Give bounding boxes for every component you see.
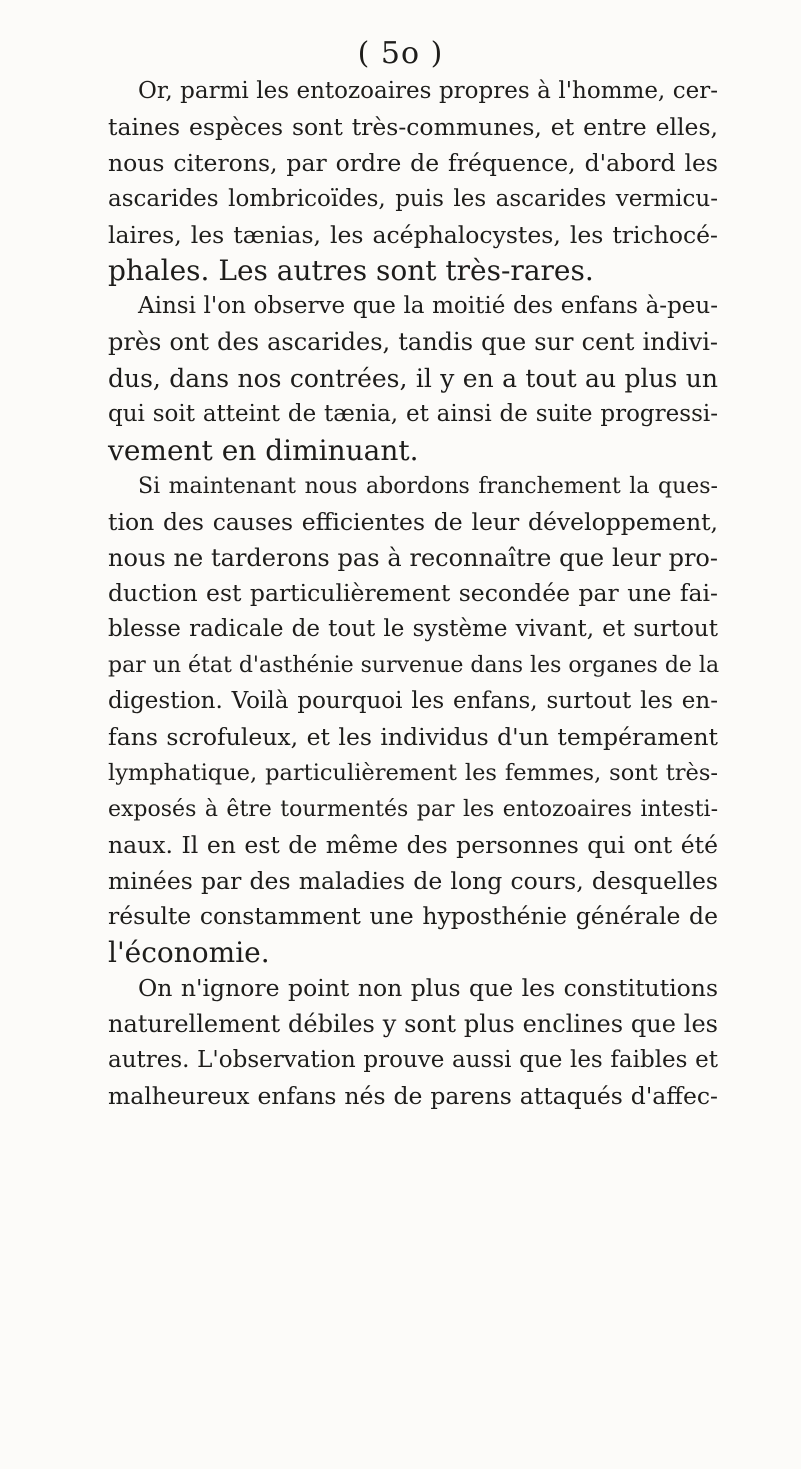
text-line: duction est particulièrement secondée par une fai- [108, 579, 718, 608]
text-line: Si maintenant nous abordons franchement la ques- [138, 473, 718, 499]
text-line: résulte constamment une hyposthénie générale de [108, 902, 718, 931]
text-line: Ainsi l'on observe que la moitié des enfans à-peu- [138, 293, 718, 320]
text-line: l'économie. [108, 936, 270, 970]
text-line: naturellement débiles y sont plus enclines que les [108, 1010, 718, 1039]
text-line: dus, dans nos contrées, il y en a tout au plus un [108, 364, 718, 394]
text-line: fans scrofuleux, et les individus d'un tempérament [108, 723, 718, 752]
text-line: tion des causes efficientes de leur développement, [108, 507, 718, 536]
text-line: malheureux enfans nés de parens attaqués d'affec- [108, 1081, 718, 1110]
text-line: autres. L'observation prouve aussi que les faibles et [108, 1047, 718, 1074]
text-line: près ont des ascarides, tandis que sur cent indivi- [108, 328, 718, 357]
text-line: minées par des maladies de long cours, desquelles [108, 866, 718, 895]
text-line: nous citerons, par ordre de fréquence, d'abord les [108, 148, 718, 177]
text-line: blesse radicale de tout le système vivant, et surtout [108, 616, 718, 643]
text-line: phales. Les autres sont très-rares. [108, 254, 594, 288]
page-number: ( 5o ) [357, 36, 444, 71]
text-line: taines espèces sont très-communes, et entre elles, [108, 112, 718, 141]
text-line: exposés à être tourmentés par les entozoaires intesti- [108, 796, 718, 822]
text-line: lymphatique, particulièrement les femmes, sont très- [108, 759, 718, 786]
text-line: nous ne tarderons pas à reconnaître que leur pro- [108, 543, 718, 572]
text-line: digestion. Voilà pourquoi les enfans, surtout les en- [108, 688, 718, 715]
text-line: naux. Il en est de même des personnes qui ont été [108, 830, 718, 859]
text-line: On n'ignore point non plus que les constitutions [138, 974, 718, 1003]
body-text [108, 74, 718, 1115]
text-line: qui soit atteint de tænia, et ainsi de suite progressi- [108, 401, 718, 428]
text-line: Or, parmi les entozoaires propres à l'homme, cer- [138, 78, 718, 104]
text-line: ascarides lombricoïdes, puis les ascarides vermicu- [108, 185, 718, 212]
text-line: vement en diminuant. [108, 433, 419, 467]
text-line: par un état d'asthénie survenue dans les organes de la [108, 653, 720, 679]
text-line: laires, les tænias, les acéphalocystes, les trichocé- [108, 220, 718, 249]
